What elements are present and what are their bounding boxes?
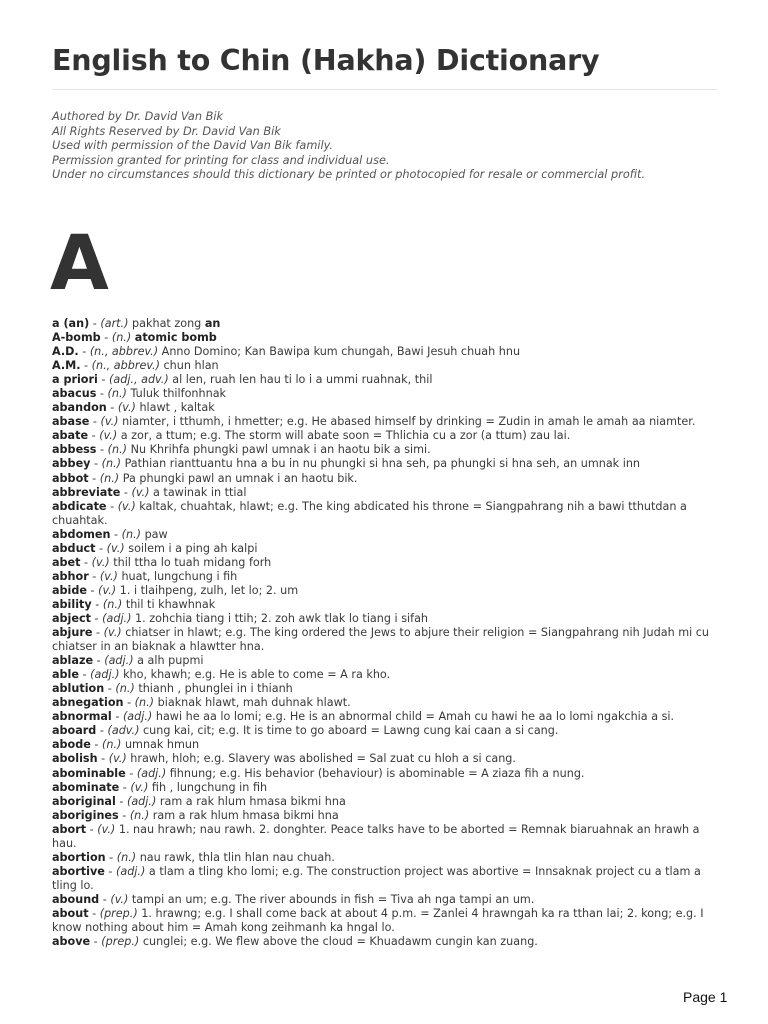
- entry-part-of-speech: (n.): [107, 387, 127, 401]
- credits-block: [52, 110, 718, 183]
- entry-part-of-speech: (n.): [99, 471, 120, 485]
- dictionary-entry: abortive - (adj.) a tlam a tling kho lomi; e.g. The construction project was abortive = Innsaknak project cu a tlam a tling lo.: [52, 864, 701, 892]
- entry-part-of-speech: (v.): [91, 555, 110, 569]
- entry-headword: ability: [52, 597, 92, 611]
- entry-definition: a tawinak in ttial: [153, 485, 247, 499]
- entry-part-of-speech: (v.): [110, 892, 129, 906]
- entry-part-of-speech: (n.): [115, 682, 135, 696]
- entry-definition: Nu Khrihfa phungki pawl umnak i an haotu bik a simi.: [130, 443, 431, 457]
- dictionary-entry: abolish - (v.) hrawh, hloh; e.g. Slavery was abolished = Sal zuat cu hloh a si cang.: [52, 752, 516, 766]
- entry-headword: about: [52, 906, 89, 920]
- entry-headword: abandon: [52, 401, 107, 415]
- entry-part-of-speech: (adj.): [104, 654, 134, 668]
- dictionary-entry: aboriginal - (adj.) ram a rak hlum hmasa bikmi hna: [52, 794, 346, 808]
- entry-headword: abnormal: [52, 710, 112, 724]
- entry-headword: abbess: [52, 443, 97, 457]
- dictionary-entry: above - (prep.) cunglei; e.g. We flew above the cloud = Khuadawm cungin kan zuang.: [52, 935, 538, 949]
- entry-headword: ablaze: [52, 654, 94, 668]
- page-title: English to Chin (Hakha) Dictionary: [52, 44, 600, 77]
- dictionary-entry: abominate - (v.) fih , lungchung in fih: [52, 780, 268, 794]
- entry-definition: 1. hrawng; e.g. I shall come back at about 4 p.m. = Zanlei 4 hrawngah ka ra tthan lai; 2. kong; e.g. I know nothing about him = Amah kong zeihmanh ka hngal lo.: [52, 906, 704, 935]
- entry-definition: Anno Domino; Kan Bawipa kum chungah, Bawi Jesuh chuah hnu: [161, 345, 521, 359]
- entry-definition: soilem i a ping ah kalpi: [128, 541, 258, 555]
- entry-headword: abnegation: [52, 696, 124, 710]
- dictionary-entry: A.D. - (n., abbrev.) Anno Domino; Kan Bawipa kum chungah, Bawi Jesuh chuah hnu: [52, 345, 521, 359]
- entry-headword: abbot: [52, 471, 89, 485]
- dictionary-entry: ability - (n.) thil ti khawhnak: [52, 597, 216, 611]
- entry-part-of-speech: (adj., adv.): [109, 373, 169, 387]
- entry-headword: abbreviate: [52, 485, 121, 499]
- entry-definition: chiatser in hlawt; e.g. The king ordered the Jews to abjure their religion = Siangpahrang nih Judah mi cu chiatser in an biaknak a hlawtter hna.: [52, 626, 710, 654]
- entry-headword: A.D.: [52, 345, 79, 359]
- dictionary-entry: a (an) - (art.) pakhat zong an: [52, 317, 221, 330]
- entry-part-of-speech: (v.): [97, 822, 116, 836]
- entry-definition: biaknak hlawt, mah duhnak hlawt.: [157, 696, 351, 710]
- entry-headword: aboriginal: [52, 794, 116, 808]
- dictionary-entry: abdicate - (v.) kaltak, chuahtak, hlawt; e.g. The king abdicated his throne = Siangpahrang nih a bawi tthutdan a chuahtak.: [52, 499, 687, 527]
- entry-headword: abortion: [52, 850, 106, 864]
- entry-part-of-speech: (n., abbrev.): [91, 359, 160, 373]
- entry-headword: abbey: [52, 457, 91, 471]
- entry-definition: nau rawk, thla tlin hlan nau chuah.: [139, 850, 335, 864]
- entry-part-of-speech: (n.): [102, 597, 123, 611]
- entry-definition: thil ti khawhnak: [125, 597, 216, 611]
- entry-definition: paw: [144, 527, 168, 541]
- entry-part-of-speech: (v.): [117, 499, 136, 513]
- entry-headword: abate: [52, 429, 89, 443]
- entry-definition: cunglei; e.g. We flew above the cloud = Khuadawm cungin kan zuang.: [142, 935, 538, 949]
- dictionary-entry: abound - (v.) tampi an um; e.g. The river abounds in fish = Tiva ah nga tampi an um.: [52, 892, 535, 906]
- entry-headword: A.M.: [52, 359, 81, 373]
- entry-headword: aborigines: [52, 808, 119, 822]
- entry-part-of-speech: (n.): [107, 443, 128, 457]
- dictionary-entry: abacus - (n.) Tuluk thilfonhnak: [52, 387, 227, 401]
- entry-part-of-speech: (v.): [131, 485, 150, 499]
- entry-part-of-speech: (n.): [102, 738, 122, 752]
- entry-definition: Pa phungki pawl an umnak i an haotu bik.: [122, 471, 358, 485]
- credit-line: All Rights Reserved by Dr. David Van Bik: [52, 124, 281, 138]
- dictionary-entry: ablaze - (adj.) a alh pupmi: [52, 654, 204, 668]
- entry-headword: a (an): [52, 317, 90, 330]
- entry-part-of-speech: (adj.): [102, 611, 132, 625]
- entry-part-of-speech: (n.): [121, 527, 142, 541]
- entry-part-of-speech: (adj.): [115, 864, 146, 878]
- entry-headword: A-bomb: [52, 331, 101, 345]
- credit-line: Authored by Dr. David Van Bik: [52, 110, 223, 123]
- entry-part-of-speech: (adj.): [126, 794, 157, 808]
- dictionary-entry: a priori - (adj., adv.) al len, ruah len hau ti lo i a ummi ruahnak, thil: [52, 373, 433, 387]
- entry-part-of-speech: (adj.): [122, 710, 153, 724]
- entry-part-of-speech: (n.): [101, 457, 121, 471]
- entry-part-of-speech: (v.): [103, 626, 122, 640]
- entry-definition: ram a rak hlum hmasa bikmi hna: [152, 808, 339, 822]
- entry-definition: hawi he aa lo lomi; e.g. He is an abnormal child = Amah cu hawi he aa lo lomi ngakchia a si.: [155, 710, 675, 724]
- entry-definition: a zor, a ttum; e.g. The storm will abate soon = Thlichia cu a zor (a ttum) zau lai.: [120, 429, 571, 443]
- entry-definition: hlawt , kaltak: [139, 401, 215, 415]
- entry-part-of-speech: (v.): [106, 541, 125, 555]
- dictionary-entry: abominable - (adj.) fihnung; e.g. His behavior (behaviour) is abominable = A ziaza fih a nung.: [52, 766, 585, 780]
- entry-definition: pakhat zong: [132, 317, 202, 330]
- entry-definition: ram a rak hlum hmasa bikmi hna: [159, 794, 346, 808]
- page-number: Page 1: [683, 989, 728, 1005]
- entry-headword: abhor: [52, 569, 89, 583]
- entry-bold-term: an: [204, 317, 221, 330]
- dictionary-entry: abide - (v.) 1. i tlaihpeng, zulh, let lo; 2. um: [52, 583, 299, 597]
- entry-definition: 1. zohchia tiang i ttih; 2. zoh awk tlak lo tiang i sifah: [135, 611, 429, 625]
- entry-headword: abide: [52, 583, 87, 597]
- entry-definition: al len, ruah len hau ti lo i a ummi ruahnak, thil: [172, 373, 433, 387]
- entry-headword: a priori: [52, 373, 98, 387]
- entry-headword: abound: [52, 892, 100, 906]
- dictionary-entry: abase - (v.) niamter, i tthumh, i hmetter; e.g. He abased himself by drinking = Zudin in amah le amah aa niamter.: [52, 415, 696, 429]
- entry-part-of-speech: (prep.): [101, 935, 140, 949]
- dictionary-entry: abbot - (n.) Pa phungki pawl an umnak i an haotu bik.: [52, 471, 358, 485]
- entry-part-of-speech: (adj.): [90, 668, 120, 682]
- entry-definition: kaltak, chuahtak, hlawt; e.g. The king abdicated his throne = Siangpahrang nih a bawi tthutdan a chuahtak.: [52, 499, 687, 527]
- dictionary-entry: abnegation - (n.) biaknak hlawt, mah duhnak hlawt.: [52, 696, 351, 710]
- entry-definition: chun hlan: [163, 359, 219, 373]
- dictionary-entry: abbess - (n.) Nu Khrihfa phungki pawl umnak i an haotu bik a simi.: [52, 443, 431, 457]
- entry-bold-term: atomic bomb: [134, 331, 217, 345]
- dictionary-entry: abort - (v.) 1. nau hrawh; nau rawh. 2. donghter. Peace talks have to be aborted = Remnak biaruahnak an hrawh a hau.: [52, 822, 700, 850]
- entry-definition: cung kai, cit; e.g. It is time to go aboard = Lawng cung kai caan a si cang.: [143, 724, 559, 738]
- entry-definition: a tlam a tling kho lomi; e.g. The construction project was abortive = Innsaknak project cu a tlam a tling lo.: [52, 864, 701, 892]
- entry-headword: abdomen: [52, 527, 111, 541]
- dictionary-entry: abode - (n.) umnak hmun: [52, 738, 200, 752]
- entry-part-of-speech: (n.): [129, 808, 150, 822]
- entry-definition: fihnung; e.g. His behavior (behaviour) is abominable = A ziaza fih a nung.: [169, 766, 585, 780]
- dictionary-entry: abet - (v.) thil ttha lo tuah midang forh: [52, 555, 272, 569]
- section-letter: A: [50, 218, 109, 307]
- entry-part-of-speech: (n.): [116, 850, 137, 864]
- entry-definition: 1. i tlaihpeng, zulh, let lo; 2. um: [119, 583, 299, 597]
- entry-definition: Pathian rianttuantu hna a bu in nu phungki si hna seh, pa phungki si hna seh, an umnak inn: [124, 457, 641, 471]
- entry-headword: abortive: [52, 864, 105, 878]
- entry-headword: able: [52, 668, 79, 682]
- entry-definition: thil ttha lo tuah midang forh: [113, 555, 272, 569]
- entry-part-of-speech: (v.): [130, 780, 149, 794]
- dictionary-entry: abate - (v.) a zor, a ttum; e.g. The storm will abate soon = Thlichia cu a zor (a ttum) zau lai.: [52, 429, 571, 443]
- entry-headword: aboard: [52, 724, 97, 738]
- entry-definition: fih , lungchung in fih: [151, 780, 268, 794]
- entry-list: [52, 317, 718, 949]
- entry-headword: abode: [52, 738, 91, 752]
- dictionary-entry: about - (prep.) 1. hrawng; e.g. I shall come back at about 4 p.m. = Zanlei 4 hrawngah ka ra tthan lai; 2. kong; e.g. I know nothing about him = Amah kong zeihmanh ka hngal lo.: [52, 906, 704, 935]
- entry-headword: abominable: [52, 766, 126, 780]
- dictionary-entry: abbreviate - (v.) a tawinak in ttial: [52, 485, 247, 499]
- entry-headword: abacus: [52, 387, 97, 401]
- dictionary-entry: abhor - (v.) huat, lungchung i fih: [52, 569, 238, 583]
- entry-definition: hrawh, hloh; e.g. Slavery was abolished = Sal zuat cu hloh a si cang.: [130, 752, 516, 766]
- entry-headword: abase: [52, 415, 90, 429]
- dictionary-entry: abbey - (n.) Pathian rianttuantu hna a bu in nu phungki si hna seh, pa phungki si hna seh, an umnak inn: [52, 457, 641, 471]
- title-divider: [52, 89, 717, 90]
- credit-line: Under no circumstances should this dictionary be printed or photocopied for resale or commercial profit.: [52, 168, 646, 182]
- entry-headword: abduct: [52, 541, 96, 555]
- entry-part-of-speech: (v.): [108, 752, 127, 766]
- dictionary-entry: abdomen - (n.) paw: [52, 527, 168, 541]
- entry-part-of-speech: (n., abbrev.): [89, 345, 159, 359]
- entry-definition: thianh , phunglei in i thianh: [138, 682, 293, 696]
- entry-part-of-speech: (v.): [99, 569, 118, 583]
- entry-part-of-speech: (adj.): [136, 766, 167, 780]
- entry-part-of-speech: (art.): [100, 317, 129, 330]
- dictionary-entry: abject - (adj.) 1. zohchia tiang i ttih; 2. zoh awk tlak lo tiang i sifah: [52, 611, 429, 625]
- entry-part-of-speech: (adv.): [107, 724, 140, 738]
- entry-headword: abominate: [52, 780, 120, 794]
- entry-part-of-speech: (n.): [134, 696, 155, 710]
- entry-definition: kho, khawh; e.g. He is able to come = A ra kho.: [123, 668, 391, 682]
- entry-headword: abolish: [52, 752, 98, 766]
- dictionary-entry: aborigines - (n.) ram a rak hlum hmasa bikmi hna: [52, 808, 339, 822]
- dictionary-entry: A-bomb - (n.) atomic bomb: [52, 331, 217, 345]
- entry-part-of-speech: (v.): [100, 415, 119, 429]
- entry-part-of-speech: (n.): [111, 331, 132, 345]
- entry-headword: abjure: [52, 626, 93, 640]
- dictionary-entry: A.M. - (n., abbrev.) chun hlan: [52, 359, 219, 373]
- entry-headword: abort: [52, 822, 87, 836]
- entry-headword: ablution: [52, 682, 105, 696]
- entry-part-of-speech: (v.): [117, 401, 136, 415]
- credit-line: Permission granted for printing for class and individual use.: [52, 153, 390, 167]
- entry-headword: abet: [52, 555, 81, 569]
- dictionary-entry: abortion - (n.) nau rawk, thla tlin hlan nau chuah.: [52, 850, 335, 864]
- dictionary-entry: abduct - (v.) soilem i a ping ah kalpi: [52, 541, 258, 555]
- entry-definition: huat, lungchung i fih: [121, 569, 238, 583]
- entry-part-of-speech: (v.): [98, 583, 117, 597]
- entry-headword: abdicate: [52, 499, 107, 513]
- entry-headword: abject: [52, 611, 91, 625]
- entry-definition: Tuluk thilfonhnak: [130, 387, 227, 401]
- entry-definition: 1. nau hrawh; nau rawh. 2. donghter. Peace talks have to be aborted = Remnak biaruahnak an hrawh a hau.: [52, 822, 700, 850]
- dictionary-entry: able - (adj.) kho, khawh; e.g. He is able to come = A ra kho.: [52, 668, 391, 682]
- entry-part-of-speech: (prep.): [99, 906, 138, 920]
- entry-headword: above: [52, 935, 91, 949]
- entry-definition: a alh pupmi: [137, 654, 204, 668]
- entry-definition: umnak hmun: [124, 738, 200, 752]
- entry-definition: niamter, i tthumh, i hmetter; e.g. He abased himself by drinking = Zudin in amah le amah aa niamter.: [122, 415, 696, 429]
- entry-definition: tampi an um; e.g. The river abounds in fish = Tiva ah nga tampi an um.: [131, 892, 535, 906]
- dictionary-entry: aboard - (adv.) cung kai, cit; e.g. It is time to go aboard = Lawng cung kai caan a si cang.: [52, 724, 559, 738]
- dictionary-entry: abjure - (v.) chiatser in hlawt; e.g. The king ordered the Jews to abjure their religion = Siangpahrang nih Judah mi cu chiatser in an biaknak a hlawtter hna.: [52, 626, 710, 654]
- entry-part-of-speech: (v.): [99, 429, 118, 443]
- dictionary-entry: abandon - (v.) hlawt , kaltak: [52, 401, 215, 415]
- dictionary-entry: abnormal - (adj.) hawi he aa lo lomi; e.g. He is an abnormal child = Amah cu hawi he aa lo lomi ngakchia a si.: [52, 710, 675, 724]
- credit-line: Used with permission of the David Van Bik family.: [52, 139, 334, 153]
- dictionary-entry: ablution - (n.) thianh , phunglei in i thianh: [52, 682, 293, 696]
